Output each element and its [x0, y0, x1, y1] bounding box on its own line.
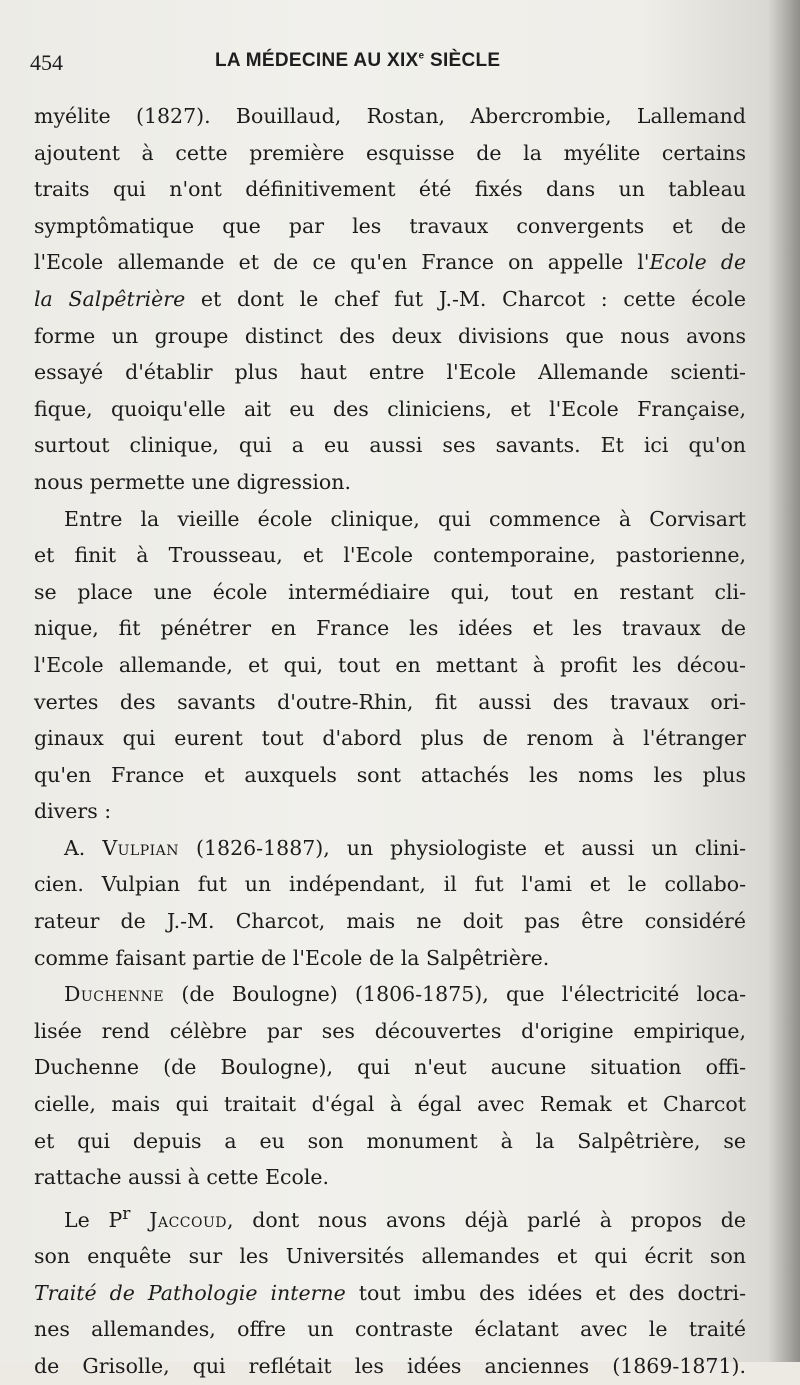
page-number: 454	[30, 50, 63, 75]
list-marker: A.	[64, 835, 103, 860]
text-line: essayé d'établir plus haut entre l'Ecole Allemande scienti-	[34, 360, 746, 385]
text-line: l'Ecole allemande, et qui, tout en mettant à profit les décou-	[34, 652, 746, 677]
text-line	[34, 244, 746, 281]
text-line: rattache aussi à cette Ecole.	[34, 1165, 330, 1190]
running-head-title: LA MÉDECINE AU XIX	[215, 50, 419, 71]
text-line: Entre la vieille école clinique, qui commence à Corvisart	[64, 506, 746, 531]
paragraph-2	[34, 501, 746, 830]
person-name: Jaccoud	[149, 1207, 227, 1232]
text-line: comme faisant partie de l'Ecole de la Salpêtrière.	[34, 945, 550, 970]
book-title: Traité de Pathologie interne	[34, 1280, 346, 1305]
text-fragment: (de Boulogne) (1806-1875), que l'électricité loca-	[164, 982, 746, 1007]
text-line: et finit à Trousseau, et l'Ecole contemporaine, pastorienne,	[34, 543, 746, 568]
text-line: de Grisolle, qui reflétait les idées anciennes (1869-1871).	[34, 1354, 746, 1379]
text-line: forme un groupe distinct des deux divisions que nous avons	[34, 323, 746, 348]
text-line: myélite (1827). Bouillaud, Rostan, Abercrombie, Lallemand	[34, 104, 746, 128]
text-line	[34, 976, 746, 1013]
text-line: rateur de J.-M. Charcot, mais ne doit pas être considéré	[34, 909, 746, 934]
text-line	[34, 281, 746, 318]
text-line: nous permette une digression.	[34, 469, 351, 494]
paragraph-5	[34, 1196, 746, 1385]
person-name: Vulpian	[102, 835, 180, 860]
paragraph-4	[34, 976, 746, 1196]
text-line: divers :	[34, 799, 112, 824]
text-line: son enquête sur les Universités allemandes et qui écrit son	[34, 1244, 746, 1269]
italic-term: Ecole de	[649, 250, 747, 275]
paragraph-1	[34, 98, 746, 501]
italic-term: la Salpêtrière	[34, 286, 186, 311]
text-line: qu'en France et auxquels sont attachés les noms les plus	[34, 762, 746, 787]
title-superscript: r	[122, 1203, 131, 1224]
text-line: vertes des savants d'outre-Rhin, fit aussi des travaux ori-	[34, 689, 746, 714]
running-head-rest: SIÈCLE	[424, 50, 501, 71]
text-fragment: et dont le chef fut J.-M. Charcot : cette école	[185, 286, 746, 311]
text-line: et qui depuis a eu son monument à la Salpêtrière, se	[34, 1128, 746, 1153]
text-line: cien. Vulpian fut un indépendant, il fut l'ami et le collabo-	[34, 872, 746, 897]
text-line: se place une école intermédiaire qui, tout en restant cli-	[34, 579, 746, 604]
text-fragment: (1826-1887), un physiologiste et aussi un clini-	[179, 835, 746, 860]
paragraph-3	[34, 830, 746, 976]
running-head	[215, 50, 500, 72]
text-fragment: l'Ecole allemande et de ce qu'en France on appelle l'	[34, 250, 650, 275]
text-fragment: , dont nous avons déjà parlé à propos de	[227, 1207, 746, 1232]
person-name: Duchenne	[64, 982, 165, 1007]
text-line: traits qui n'ont définitivement été fixés dans un tableau	[34, 177, 746, 202]
text-line: symptômatique que par les travaux convergents et de	[34, 213, 746, 238]
text-line	[34, 1196, 746, 1238]
text-line: fique, quoiqu'elle ait eu des cliniciens, et l'Ecole Française,	[34, 396, 746, 421]
text-line: nes allemandes, offre un contraste éclatant avec le traité	[34, 1317, 746, 1342]
text-line	[34, 1275, 746, 1312]
text-line: ajoutent à cette première esquisse de la myélite certains	[34, 140, 746, 165]
text-fragment	[130, 1208, 149, 1232]
text-line: Duchenne (de Boulogne), qui n'eut aucune situation offi-	[34, 1055, 746, 1080]
text-line: cielle, mais qui traitait d'égal à égal avec Remak et Charcot	[34, 1092, 746, 1117]
text-line: ginaux qui eurent tout d'abord plus de renom à l'étranger	[34, 726, 746, 751]
text-fragment: tout imbu des idées et des doctri-	[345, 1280, 746, 1305]
running-head-superscript: e	[418, 50, 425, 62]
text-fragment: Le P	[64, 1207, 123, 1232]
text-line: surtout clinique, qui a eu aussi ses savants. Et ici qu'on	[34, 433, 746, 458]
page-header	[30, 48, 770, 78]
body-text	[34, 98, 746, 1385]
text-line: lisée rend célèbre par ses découvertes d'origine empirique,	[34, 1018, 746, 1043]
text-line: nique, fit pénétrer en France les idées et les travaux de	[34, 616, 746, 641]
text-line	[34, 830, 746, 867]
